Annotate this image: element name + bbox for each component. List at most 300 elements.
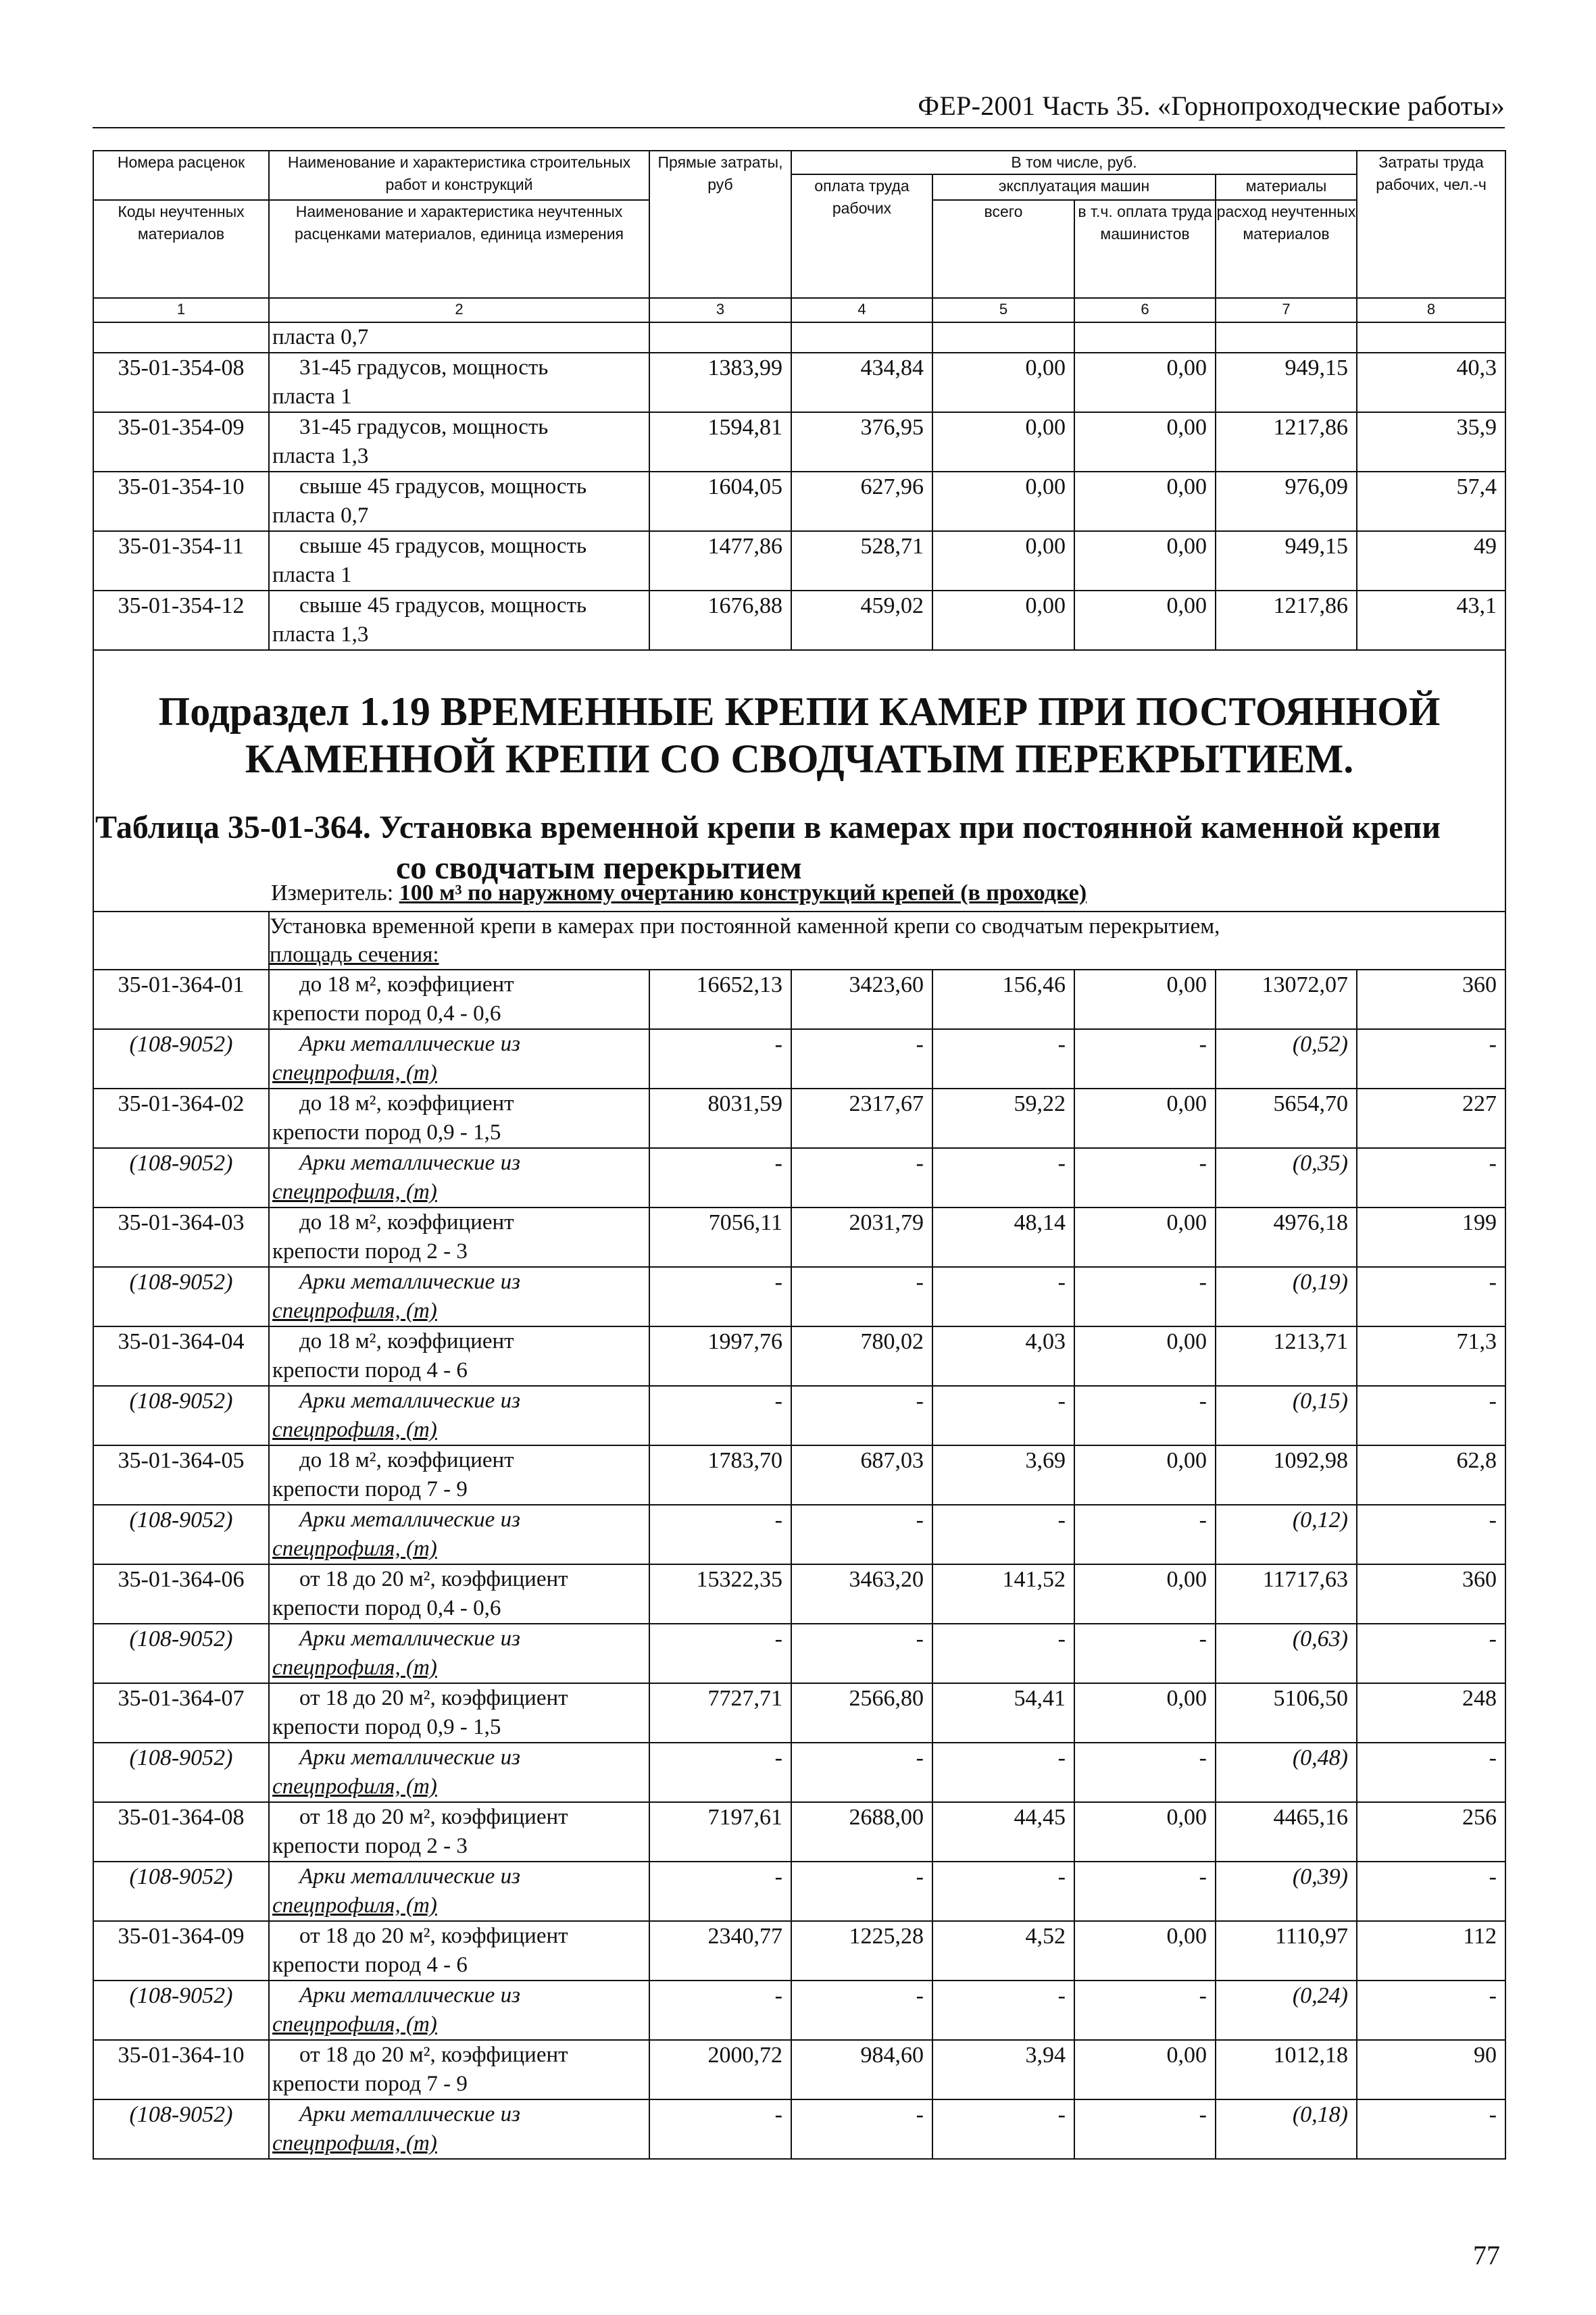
labor-hours-cell: 256: [1357, 1802, 1505, 1862]
column-number: 4: [791, 298, 932, 322]
dash-cell: -: [1357, 1267, 1505, 1326]
material-line: Арки металлические из: [299, 1389, 520, 1413]
table-row: [93, 1802, 1505, 1862]
material-consumption-cell: (0,48): [1216, 1743, 1357, 1802]
labor-hours-cell: 62,8: [1357, 1445, 1505, 1505]
table-row: [93, 1683, 1505, 1743]
material-row: [93, 1624, 1505, 1683]
labor-pay-cell: 2688,00: [791, 1802, 932, 1862]
description-line: крепости пород 2 - 3: [272, 1239, 468, 1264]
material-line: Арки металлические из: [299, 1745, 520, 1770]
labor-hours-cell: 90: [1357, 2040, 1505, 2099]
description-line: пласта 1,3: [272, 622, 369, 647]
material-code: (108-9052): [93, 1029, 269, 1089]
labor-pay-cell: 434,84: [791, 353, 932, 412]
section-title: [94, 688, 1505, 782]
machine-total-cell: 44,45: [932, 1802, 1074, 1862]
description-line: от 18 до 20 м², коэффициент: [299, 2043, 568, 2067]
material-line: Арки металлические из: [299, 1032, 520, 1056]
machine-total-cell: 141,52: [932, 1564, 1074, 1624]
dash-cell: -: [1357, 1029, 1505, 1089]
header-including: В том числе, руб.: [791, 151, 1357, 174]
material-consumption-cell: (0,15): [1216, 1386, 1357, 1445]
material-line: Арки металлические из: [299, 1864, 520, 1889]
labor-hours-cell: 199: [1357, 1208, 1505, 1267]
operator-pay-cell: 0,00: [1074, 2040, 1216, 2099]
dash-cell: -: [932, 1624, 1074, 1683]
top-rows: [93, 322, 1505, 650]
operator-pay-cell: 0,00: [1074, 531, 1216, 591]
description-line: до 18 м², коэффициент: [299, 1091, 514, 1116]
table-row: [93, 591, 1505, 650]
rate-description: [269, 1683, 649, 1743]
dash-cell: -: [1074, 1386, 1216, 1445]
description-line: до 18 м², коэффициент: [299, 1329, 514, 1353]
material-line: спецпрофиля, (т): [272, 1061, 437, 1085]
labor-pay-cell: 3463,20: [791, 1564, 932, 1624]
material-code: (108-9052): [93, 1981, 269, 2040]
dash-cell: -: [649, 1624, 791, 1683]
machine-total-cell: 3,69: [932, 1445, 1074, 1505]
table-row: [93, 531, 1505, 591]
material-row: [93, 1148, 1505, 1208]
machine-total-cell: 48,14: [932, 1208, 1074, 1267]
machine-total-cell: 0,00: [932, 353, 1074, 412]
dash-cell: -: [1074, 1029, 1216, 1089]
subheading-row: [93, 912, 1505, 970]
material-description: [269, 1743, 649, 1802]
rate-description: [269, 1921, 649, 1981]
labor-hours-cell: 49: [1357, 531, 1505, 591]
operator-pay-cell: 0,00: [1074, 591, 1216, 650]
machine-total-cell: 54,41: [932, 1683, 1074, 1743]
materials-cell: 4465,16: [1216, 1802, 1357, 1862]
description-line: крепости пород 0,4 - 0,6: [272, 1596, 501, 1620]
column-number: 6: [1074, 298, 1216, 322]
table-row: [93, 1326, 1505, 1386]
material-row: [93, 1862, 1505, 1921]
material-line: спецпрофиля, (т): [272, 1893, 437, 1918]
materials-cell: 1217,86: [1216, 412, 1357, 472]
table-header: [93, 151, 1505, 322]
machine-total-cell: 0,00: [932, 591, 1074, 650]
header-materials: материалы: [1216, 174, 1357, 200]
dash-cell: -: [1074, 1862, 1216, 1921]
material-consumption-cell: (0,24): [1216, 1981, 1357, 2040]
dash-cell: -: [1074, 1743, 1216, 1802]
subheading-line: Установка временной крепи в камерах при постоянной каменной крепи со сводчатым перекрытием,: [270, 914, 1220, 939]
description-line: от 18 до 20 м², коэффициент: [299, 1924, 568, 1948]
dash-cell: -: [791, 1148, 932, 1208]
materials-cell: 1217,86: [1216, 591, 1357, 650]
rate-code: 35-01-364-04: [93, 1326, 269, 1386]
operator-pay-cell: 0,00: [1074, 353, 1216, 412]
material-code: (108-9052): [93, 1862, 269, 1921]
labor-pay-cell: 2566,80: [791, 1683, 932, 1743]
dash-cell: -: [1074, 1624, 1216, 1683]
dash-cell: -: [791, 1862, 932, 1921]
dash-cell: -: [791, 2099, 932, 2159]
labor-pay-cell: 984,60: [791, 2040, 932, 2099]
table-row: [93, 1564, 1505, 1624]
table-title-line: со сводчатым перекрытием: [396, 850, 802, 886]
direct-costs-cell: 1997,76: [649, 1326, 791, 1386]
description-line: крепости пород 2 - 3: [272, 1834, 468, 1858]
labor-hours-cell: 35,9: [1357, 412, 1505, 472]
dash-cell: -: [932, 1981, 1074, 2040]
material-code: (108-9052): [93, 1148, 269, 1208]
dash-cell: -: [649, 2099, 791, 2159]
header-unaccounted-codes: Коды неучтенных материалов: [93, 200, 269, 298]
material-consumption-cell: (0,52): [1216, 1029, 1357, 1089]
dash-cell: -: [649, 1029, 791, 1089]
rate-description: [269, 591, 649, 650]
direct-costs-cell: 1604,05: [649, 472, 791, 531]
machine-total-cell: 0,00: [932, 531, 1074, 591]
dash-cell: -: [649, 1862, 791, 1921]
machine-total-cell: 4,52: [932, 1921, 1074, 1981]
direct-costs-cell: 8031,59: [649, 1089, 791, 1148]
dash-cell: -: [649, 1267, 791, 1326]
section-cell: [93, 650, 1505, 912]
materials-cell: 976,09: [1216, 472, 1357, 531]
operator-pay-cell: 0,00: [1074, 1208, 1216, 1267]
labor-pay-cell: 687,03: [791, 1445, 932, 1505]
labor-hours-cell: 360: [1357, 1564, 1505, 1624]
material-consumption-cell: (0,39): [1216, 1862, 1357, 1921]
material-line: Арки металлические из: [299, 1151, 520, 1175]
description-line: крепости пород 0,4 - 0,6: [272, 1001, 501, 1026]
rate-code: 35-01-364-01: [93, 970, 269, 1029]
materials-cell: 4976,18: [1216, 1208, 1357, 1267]
dash-cell: -: [1357, 1862, 1505, 1921]
material-code: (108-9052): [93, 1386, 269, 1445]
rate-description: [269, 1802, 649, 1862]
dash-cell: -: [649, 1148, 791, 1208]
header-labor-hours: Затраты труда рабочих, чел.-ч: [1357, 151, 1505, 298]
table-row: [93, 353, 1505, 412]
table-row: [93, 2040, 1505, 2099]
column-number: 8: [1357, 298, 1505, 322]
description-line: свыше 45 градусов, мощность: [299, 534, 587, 558]
direct-costs-cell: 2340,77: [649, 1921, 791, 1981]
material-row: [93, 1029, 1505, 1089]
continuation-row: [93, 322, 1505, 353]
material-code: (108-9052): [93, 1505, 269, 1564]
description-line: от 18 до 20 м², коэффициент: [299, 1805, 568, 1829]
rate-code: 35-01-364-02: [93, 1089, 269, 1148]
material-line: спецпрофиля, (т): [272, 1656, 437, 1680]
material-description: [269, 1505, 649, 1564]
dash-cell: -: [649, 1743, 791, 1802]
materials-cell: 1213,71: [1216, 1326, 1357, 1386]
labor-pay-cell: 459,02: [791, 591, 932, 650]
subheading: [269, 912, 1505, 970]
materials-cell: 949,15: [1216, 531, 1357, 591]
material-line: спецпрофиля, (т): [272, 1418, 437, 1442]
material-row: [93, 1386, 1505, 1445]
dash-cell: -: [791, 1029, 932, 1089]
material-code: (108-9052): [93, 1624, 269, 1683]
labor-pay-cell: 627,96: [791, 472, 932, 531]
description-line: от 18 до 20 м², коэффициент: [299, 1567, 568, 1591]
rate-description: [269, 353, 649, 412]
dash-cell: -: [1357, 1981, 1505, 2040]
measure-value: 100 м³ по наружному очертанию конструкций крепей (в проходке): [399, 880, 1087, 905]
header-machine-total: всего: [932, 200, 1074, 298]
rate-code: 35-01-354-08: [93, 353, 269, 412]
operator-pay-cell: 0,00: [1074, 1564, 1216, 1624]
table-row: [93, 472, 1505, 531]
description-line: до 18 м², коэффициент: [299, 1448, 514, 1472]
table-row: [93, 1208, 1505, 1267]
material-code: (108-9052): [93, 2099, 269, 2159]
rate-description: [269, 2040, 649, 2099]
section-title-line: Подраздел 1.19 ВРЕМЕННЫЕ КРЕПИ КАМЕР ПРИ ПОСТОЯННОЙ: [158, 689, 1441, 734]
material-line: Арки металлические из: [299, 1626, 520, 1651]
rate-code: 35-01-354-11: [93, 531, 269, 591]
direct-costs-cell: 1594,81: [649, 412, 791, 472]
material-consumption-cell: (0,18): [1216, 2099, 1357, 2159]
labor-pay-cell: 2317,67: [791, 1089, 932, 1148]
material-row: [93, 1267, 1505, 1326]
table-title-line: Таблица 35-01-364. Установка временной крепи в камерах при постоянной каменной крепи: [95, 810, 1441, 845]
machine-total-cell: 0,00: [932, 412, 1074, 472]
rate-code: 35-01-364-10: [93, 2040, 269, 2099]
rate-description: [269, 1564, 649, 1624]
direct-costs-cell: 1783,70: [649, 1445, 791, 1505]
description-line: пласта 1,3: [272, 444, 369, 468]
dash-cell: -: [1357, 1148, 1505, 1208]
rate-description: [269, 1208, 649, 1267]
description-line: пласта 1: [272, 563, 352, 587]
column-number: 2: [269, 298, 649, 322]
operator-pay-cell: 0,00: [1074, 1445, 1216, 1505]
material-consumption-cell: (0,19): [1216, 1267, 1357, 1326]
dash-cell: -: [1074, 1148, 1216, 1208]
material-line: спецпрофиля, (т): [272, 2131, 437, 2156]
dash-cell: -: [1357, 1743, 1505, 1802]
material-row: [93, 2099, 1505, 2159]
dash-cell: -: [1357, 1505, 1505, 1564]
dash-cell: -: [791, 1505, 932, 1564]
operator-pay-cell: 0,00: [1074, 1326, 1216, 1386]
column-number: 3: [649, 298, 791, 322]
operator-pay-cell: 0,00: [1074, 1802, 1216, 1862]
material-code: (108-9052): [93, 1743, 269, 1802]
materials-cell: 11717,63: [1216, 1564, 1357, 1624]
measure-label: Измеритель:: [271, 880, 399, 905]
dash-cell: -: [791, 1624, 932, 1683]
material-description: [269, 2099, 649, 2159]
material-description: [269, 1624, 649, 1683]
material-description: [269, 1862, 649, 1921]
labor-hours-cell: 40,3: [1357, 353, 1505, 412]
page-number: 77: [1473, 2240, 1500, 2270]
dash-cell: -: [932, 1862, 1074, 1921]
column-number: 7: [1216, 298, 1357, 322]
rate-code: 35-01-364-09: [93, 1921, 269, 1981]
materials-cell: 1012,18: [1216, 2040, 1357, 2099]
header-labor-pay: оплата труда рабочих: [791, 174, 932, 298]
rate-code: 35-01-354-12: [93, 591, 269, 650]
direct-costs-cell: 16652,13: [649, 970, 791, 1029]
page-header: [93, 86, 1505, 128]
material-consumption-cell: (0,35): [1216, 1148, 1357, 1208]
description-line: крепости пород 7 - 9: [272, 1477, 468, 1501]
rate-description: [269, 412, 649, 472]
subheading-line: площадь сечения:: [270, 943, 439, 967]
dash-cell: -: [932, 2099, 1074, 2159]
continuation-text: пласта 0,7: [269, 322, 649, 353]
direct-costs-cell: 1676,88: [649, 591, 791, 650]
dash-cell: -: [649, 1505, 791, 1564]
column-numbers-row: [93, 298, 1505, 322]
bottom-rows: [93, 970, 1505, 2159]
material-line: Арки металлические из: [299, 1983, 520, 2008]
description-line: свыше 45 градусов, мощность: [299, 474, 587, 499]
section-title-line: КАМЕННОЙ КРЕПИ СО СВОДЧАТЫМ ПЕРЕКРЫТИЕМ.: [245, 737, 1354, 781]
rate-description: [269, 1326, 649, 1386]
column-number: 5: [932, 298, 1074, 322]
material-consumption-cell: (0,63): [1216, 1624, 1357, 1683]
material-description: [269, 1148, 649, 1208]
dash-cell: -: [932, 1505, 1074, 1564]
header-material-consumption: расход неучтенных материалов: [1216, 200, 1357, 298]
column-number: 1: [93, 298, 269, 322]
section-block: [93, 650, 1505, 970]
operator-pay-cell: 0,00: [1074, 970, 1216, 1029]
description-line: пласта 1: [272, 384, 352, 409]
dash-cell: -: [932, 1743, 1074, 1802]
material-line: спецпрофиля, (т): [272, 1774, 437, 1799]
dash-cell: -: [791, 1981, 932, 2040]
table-row: [93, 1445, 1505, 1505]
description-line: крепости пород 0,9 - 1,5: [272, 1715, 501, 1739]
materials-cell: 5106,50: [1216, 1683, 1357, 1743]
materials-cell: 13072,07: [1216, 970, 1357, 1029]
direct-costs-cell: 7727,71: [649, 1683, 791, 1743]
labor-hours-cell: 227: [1357, 1089, 1505, 1148]
labor-pay-cell: 3423,60: [791, 970, 932, 1029]
direct-costs-cell: 1383,99: [649, 353, 791, 412]
material-line: спецпрофиля, (т): [272, 1180, 437, 1204]
dash-cell: -: [791, 1267, 932, 1326]
direct-costs-cell: 7197,61: [649, 1802, 791, 1862]
table-row: [93, 1089, 1505, 1148]
materials-cell: 5654,70: [1216, 1089, 1357, 1148]
operator-pay-cell: 0,00: [1074, 472, 1216, 531]
dash-cell: -: [1074, 1267, 1216, 1326]
material-row: [93, 1981, 1505, 2040]
material-description: [269, 1386, 649, 1445]
description-line: до 18 м², коэффициент: [299, 972, 514, 997]
machine-total-cell: 0,00: [932, 472, 1074, 531]
rate-code: 35-01-354-09: [93, 412, 269, 472]
description-line: пласта 0,7: [272, 503, 369, 528]
material-row: [93, 1743, 1505, 1802]
table-row: [93, 412, 1505, 472]
material-description: [269, 1267, 649, 1326]
dash-cell: -: [1074, 1981, 1216, 2040]
dash-cell: -: [1357, 1386, 1505, 1445]
labor-hours-cell: 360: [1357, 970, 1505, 1029]
operator-pay-cell: 0,00: [1074, 1089, 1216, 1148]
rate-code: 35-01-364-07: [93, 1683, 269, 1743]
rate-code: 35-01-364-08: [93, 1802, 269, 1862]
description-line: до 18 м², коэффициент: [299, 1210, 514, 1235]
dash-cell: -: [649, 1386, 791, 1445]
header-operator-pay: в т.ч. оплата труда машинистов: [1074, 200, 1216, 298]
operator-pay-cell: 0,00: [1074, 1921, 1216, 1981]
labor-pay-cell: 2031,79: [791, 1208, 932, 1267]
header-work-name: Наименование и характеристика строительных работ и конструкций: [269, 151, 649, 200]
rates-table: [93, 150, 1506, 2160]
description-line: крепости пород 0,9 - 1,5: [272, 1120, 501, 1145]
direct-costs-cell: 15322,35: [649, 1564, 791, 1624]
rate-description: [269, 970, 649, 1029]
material-line: спецпрофиля, (т): [272, 2012, 437, 2037]
materials-cell: 1110,97: [1216, 1921, 1357, 1981]
dash-cell: -: [791, 1386, 932, 1445]
table-row: [93, 970, 1505, 1029]
rate-description: [269, 1089, 649, 1148]
material-line: Арки металлические из: [299, 1508, 520, 1532]
rate-code: 35-01-364-06: [93, 1564, 269, 1624]
dash-cell: -: [932, 1148, 1074, 1208]
material-row: [93, 1505, 1505, 1564]
dash-cell: -: [1074, 2099, 1216, 2159]
dash-cell: -: [1357, 2099, 1505, 2159]
dash-cell: -: [932, 1029, 1074, 1089]
labor-pay-cell: 1225,28: [791, 1921, 932, 1981]
description-line: свыше 45 градусов, мощность: [299, 593, 587, 618]
material-line: спецпрофиля, (т): [272, 1537, 437, 1561]
rate-code: 35-01-364-03: [93, 1208, 269, 1267]
operator-pay-cell: 0,00: [1074, 1683, 1216, 1743]
dash-cell: -: [649, 1981, 791, 2040]
machine-total-cell: 59,22: [932, 1089, 1074, 1148]
description-line: крепости пород 4 - 6: [272, 1358, 468, 1383]
labor-pay-cell: 528,71: [791, 531, 932, 591]
document-title: ФЕР-2001 Часть 35. «Горнопроходческие работы»: [918, 91, 1505, 121]
labor-pay-cell: 780,02: [791, 1326, 932, 1386]
labor-hours-cell: 57,4: [1357, 472, 1505, 531]
material-code: (108-9052): [93, 1267, 269, 1326]
description-line: 31-45 градусов, мощность: [299, 355, 549, 380]
labor-pay-cell: 376,95: [791, 412, 932, 472]
description-line: крепости пород 4 - 6: [272, 1953, 468, 1977]
machine-total-cell: 156,46: [932, 970, 1074, 1029]
labor-hours-cell: 112: [1357, 1921, 1505, 1981]
header-rate-numbers: Номера расценок: [93, 151, 269, 200]
machine-total-cell: 3,94: [932, 2040, 1074, 2099]
machine-total-cell: 4,03: [932, 1326, 1074, 1386]
description-line: от 18 до 20 м², коэффициент: [299, 1686, 568, 1710]
material-description: [269, 1029, 649, 1089]
dash-cell: -: [932, 1267, 1074, 1326]
material-line: Арки металлические из: [299, 1270, 520, 1294]
labor-hours-cell: 71,3: [1357, 1326, 1505, 1386]
dash-cell: -: [1074, 1505, 1216, 1564]
rate-description: [269, 1445, 649, 1505]
table-title: [94, 807, 1505, 889]
labor-hours-cell: 248: [1357, 1683, 1505, 1743]
header-machine-operation: эксплуатация машин: [932, 174, 1216, 200]
description-line: крепости пород 7 - 9: [272, 2072, 468, 2096]
material-description: [269, 1981, 649, 2040]
dash-cell: -: [1357, 1624, 1505, 1683]
